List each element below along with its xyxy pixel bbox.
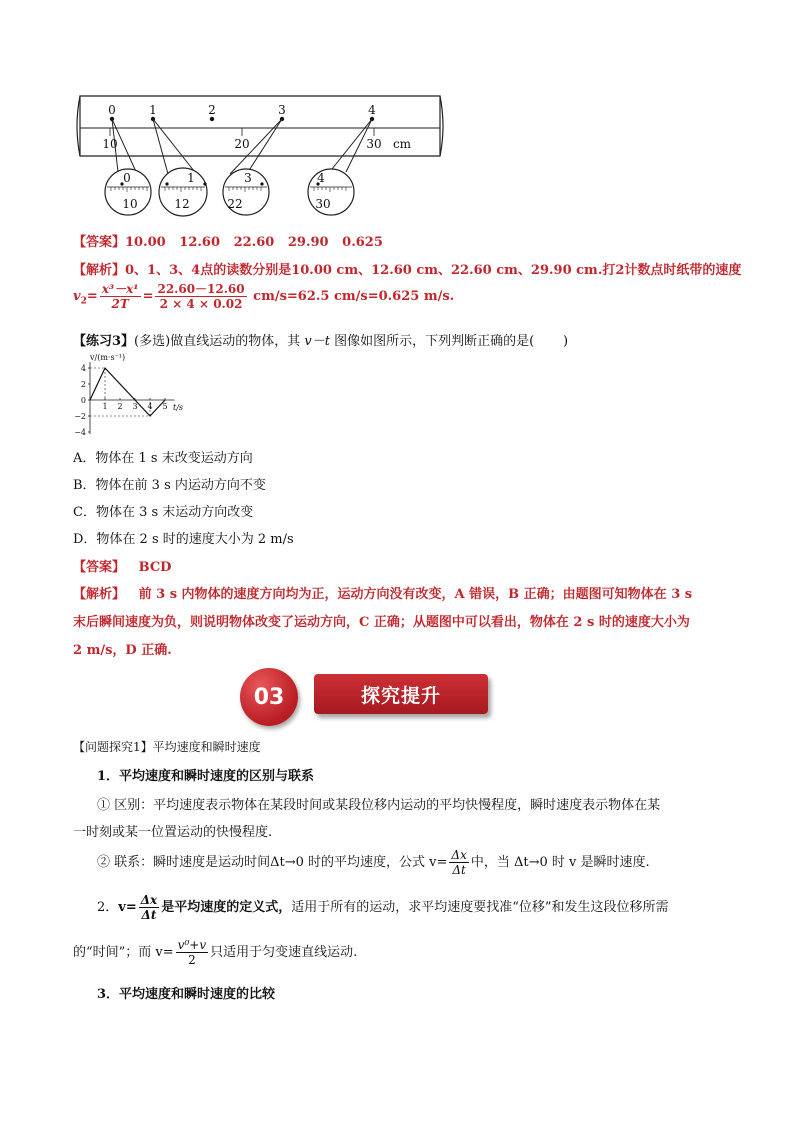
section-number: 03 bbox=[240, 668, 298, 726]
practice-text-before: (多选)做直线运动的物体，其 bbox=[134, 334, 301, 349]
item1b-fraction bbox=[449, 848, 468, 877]
analysis-2-line1 bbox=[73, 583, 692, 602]
analysis-text: 前 3 s 内物体的速度方向均为正，运动方向没有改变，A 错误，B 正确；由题图可知物体在 3 s bbox=[138, 587, 693, 602]
answer-label: 【答案】 bbox=[73, 560, 126, 575]
vt-x-tick-label: 2 bbox=[117, 402, 123, 411]
tape-figure bbox=[70, 92, 450, 222]
fraction-2 bbox=[155, 282, 246, 311]
item2-fraction bbox=[139, 893, 159, 922]
item2-cont-num: v⁰+v bbox=[177, 938, 207, 952]
item2-cont-den: 2 bbox=[188, 953, 196, 967]
item1b-post: 中，当 Δt→0 时 v 是瞬时速度. bbox=[470, 855, 650, 870]
magnifier-top-label: 3 bbox=[244, 171, 252, 185]
answer-text: BCD bbox=[138, 560, 172, 575]
analysis-1-formula: $v_2=$ $\frac{\text{x³－x¹}}{2T}$ = $\frac{22.60-12.60}{2 \times 4 \times 0.02}$ cm/s=62.5 cm/s=0.625 m/s. bbox=[73, 282, 455, 311]
tape-point-label: 3 bbox=[278, 103, 286, 117]
magnifier-top-label: 0 bbox=[123, 171, 131, 185]
magnifier-bottom-label: 22 bbox=[227, 197, 243, 211]
formula-tail: cm/s=62.5 cm/s=0.625 m/s. bbox=[253, 289, 455, 304]
inquiry-item1b bbox=[97, 848, 650, 877]
vt-y-tick-label: 0 bbox=[80, 396, 86, 405]
item2-pre: 2． bbox=[97, 900, 119, 915]
analysis-1-line1 bbox=[73, 259, 741, 278]
magnifier-top-label: 4 bbox=[317, 171, 325, 185]
inquiry-heading: 【问题探究1】平均速度和瞬时速度 bbox=[73, 740, 261, 754]
analysis-text: 0、1、3、4点的读数分别是10.00 cm、12.60 cm、22.60 cm、29.90 cm.打2计数点时纸带的速度 bbox=[125, 263, 742, 278]
vt-x-tick-label: 1 bbox=[102, 402, 108, 411]
analysis-2-line2: 末后瞬间速度为负，则说明物体改变了运动方向，C 正确；从题图中可以看出，物体在 2 s 时的速度大小为 bbox=[73, 615, 690, 630]
fraction-2-num: 22.60－12.60 bbox=[157, 282, 245, 296]
answer-1 bbox=[73, 231, 383, 250]
item1b-den: Δt bbox=[452, 863, 466, 877]
fraction-2-den: 2 × 4 × 0.02 bbox=[159, 297, 243, 311]
practice-vt: v－t bbox=[304, 334, 330, 349]
item2-cont-post: 只适用于匀变速直线运动. bbox=[210, 945, 358, 960]
inquiry-item3-title: 3．平均速度和瞬时速度的比较 bbox=[97, 987, 276, 1002]
magnifier-bottom-label: 30 bbox=[315, 197, 331, 211]
item2-bold: 是平均速度的定义式， bbox=[161, 900, 292, 915]
vt-x-tick-label: 5 bbox=[162, 402, 168, 411]
inquiry-item2 bbox=[97, 893, 669, 922]
vt-graph bbox=[76, 352, 196, 438]
option-c: C．物体在 3 s 末运动方向改变 bbox=[73, 505, 254, 520]
tape-scale-label: 10 bbox=[102, 137, 118, 151]
analysis-label: 【解析】 bbox=[73, 263, 126, 278]
option-b: B．物体在前 3 s 内运动方向不变 bbox=[73, 478, 266, 493]
v-subscript: 2 bbox=[80, 296, 87, 307]
item2-v: v= bbox=[118, 900, 137, 915]
fraction-1-den: 2T bbox=[111, 297, 129, 311]
practice-label: 【练习3】 bbox=[73, 334, 135, 349]
item1b-pre: ② 联系：瞬时速度是运动时间Δt→0 时的平均速度，公式 v= bbox=[97, 855, 448, 870]
analysis-label: 【解析】 bbox=[73, 587, 126, 602]
vt-x-tick-label: 3 bbox=[132, 402, 138, 411]
answer-2 bbox=[73, 556, 171, 575]
option-a: A．物体在 1 s 末改变运动方向 bbox=[73, 451, 253, 466]
section-header bbox=[240, 668, 490, 724]
practice-text-after: 图像如图所示，下列判断正确的是( ) bbox=[334, 334, 569, 349]
magnifier-bottom-label: 10 bbox=[122, 197, 138, 211]
section-title: 探究提升 bbox=[314, 674, 488, 714]
vt-y-tick-label: −2 bbox=[74, 412, 86, 421]
item2-num: Δx bbox=[140, 893, 158, 907]
tape-point-label: 0 bbox=[108, 103, 116, 117]
magnifier-top-label: 1 bbox=[187, 171, 195, 185]
tape-scale-label: 20 bbox=[234, 137, 250, 151]
fraction-1 bbox=[100, 282, 141, 311]
inquiry-item1a: ① 区别：平均速度表示物体在某段时间或某段位移内运动的平均快慢程度，瞬时速度表示物体在某 bbox=[97, 798, 661, 813]
vt-y-tick-label: 4 bbox=[80, 364, 86, 373]
practice-3-question bbox=[73, 330, 568, 349]
analysis-2-line3: 2 m/s，D 正确. bbox=[73, 643, 172, 658]
item2-cont-pre: 的“时间”；而 v= bbox=[73, 945, 174, 960]
vt-y-tick-label: 2 bbox=[80, 380, 86, 389]
vt-series-line bbox=[90, 368, 168, 416]
v-symbol: v bbox=[73, 289, 81, 304]
inquiry-item1a-cont: 一时刻或某一位置运动的快慢程度. bbox=[73, 825, 273, 840]
vt-x-tick-label: 4 bbox=[147, 402, 153, 411]
vt-xlabel: t/s bbox=[173, 403, 184, 412]
option-d: D．物体在 2 s 时的速度大小为 2 m/s bbox=[73, 532, 294, 547]
answer-text: 10.00 12.60 22.60 29.90 0.625 bbox=[125, 235, 383, 250]
item2-cont-fraction bbox=[176, 938, 208, 967]
magnifier-bottom-label: 12 bbox=[174, 197, 190, 211]
vt-ylabel: v/(m·s⁻¹) bbox=[90, 353, 126, 362]
tape-scale-unit: cm bbox=[392, 137, 412, 151]
vt-y-tick-label: −4 bbox=[74, 428, 86, 437]
fraction-1-num: x³－x¹ bbox=[101, 282, 139, 296]
item1b-num: Δx bbox=[451, 848, 467, 862]
item2-den: Δt bbox=[141, 908, 157, 922]
tape-point-label: 2 bbox=[208, 103, 216, 117]
tape-point-label: 4 bbox=[368, 103, 376, 117]
inquiry-item2-cont bbox=[73, 938, 357, 967]
item2-rest: 适用于所有的运动，求平均速度要找准“位移”和发生这段位移所需 bbox=[291, 900, 669, 915]
inquiry-item1-title: 1．平均速度和瞬时速度的区别与联系 bbox=[97, 769, 315, 784]
tape-point-label: 1 bbox=[149, 103, 157, 117]
answer-label: 【答案】 bbox=[73, 235, 126, 250]
tape-scale-label: 30 bbox=[366, 137, 382, 151]
